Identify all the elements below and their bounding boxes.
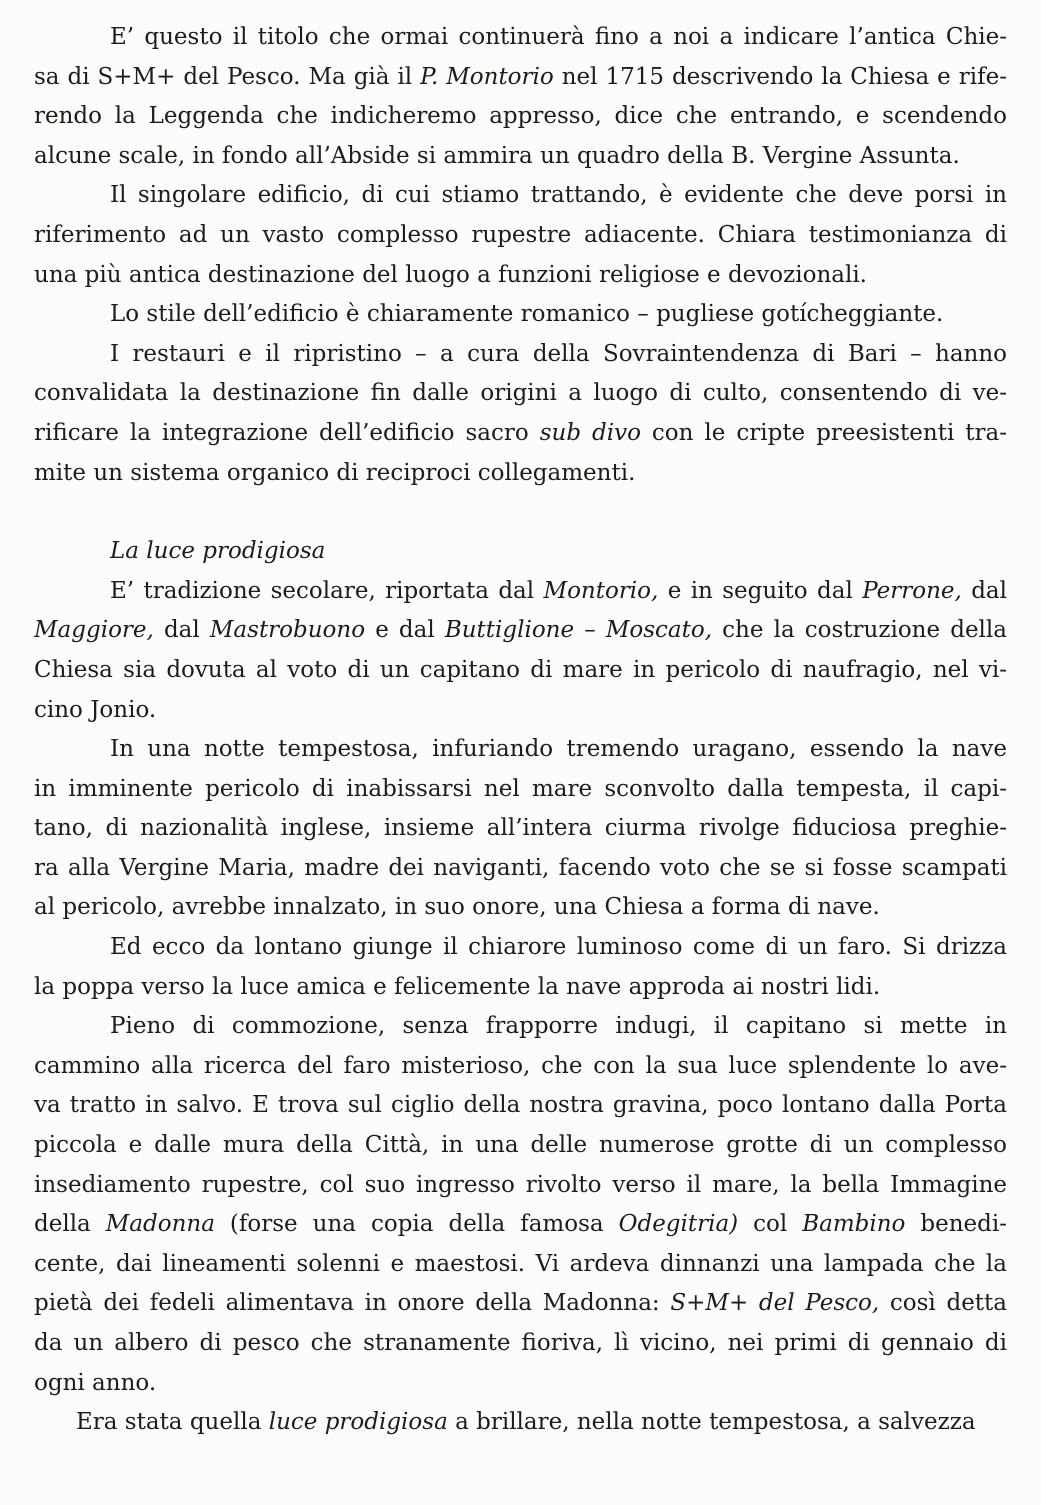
text-span: tano, di nazionalità inglese, insieme all’intera ciurma rivolge fiduciosa preghie- xyxy=(34,815,1007,842)
text-span: convalidata la destinazione fin dalle origini a luogo di culto, consentendo di ve- xyxy=(34,380,1007,407)
italic-span: Mastrobuono xyxy=(209,617,366,644)
text-span: Lo stile dell’edificio è chiaramente romanico – pugliese gotícheggiante. xyxy=(110,301,944,328)
text-span: e in seguito dal xyxy=(658,577,863,604)
italic-span: Bambino xyxy=(802,1211,906,1238)
text-span: e dal xyxy=(365,617,445,644)
text-span: benedi- xyxy=(905,1211,1007,1238)
text-span: rificare la integrazione dell’edificio sacro xyxy=(34,419,540,446)
text-line xyxy=(34,651,1007,691)
text-span: Pieno di commozione, senza frapporre indugi, il capitano si mette in xyxy=(110,1013,1007,1040)
text-line xyxy=(34,1403,1007,1443)
text-line xyxy=(34,1126,1007,1166)
text-line xyxy=(34,691,1007,731)
text-line xyxy=(34,1245,1007,1285)
text-span: sa di S+M+ del Pesco. Ma già il xyxy=(34,63,421,90)
text-span: da un albero di pesco che stranamente fioriva, lì vicino, nei primi di gennaio di xyxy=(34,1330,1007,1356)
text-span: Il singolare edificio, di cui stiamo trattando, è evidente che deve porsi in xyxy=(110,182,1007,209)
text-line xyxy=(34,572,1007,612)
text-line xyxy=(34,1007,1007,1047)
text-span: a brillare, nella notte tempestosa, a salvezza xyxy=(447,1409,976,1436)
text-span: cino Jonio. xyxy=(34,696,157,723)
text-span: con le cripte preesistenti tra- xyxy=(640,419,1007,446)
text-line xyxy=(34,256,1007,296)
text-span: col xyxy=(738,1211,803,1238)
italic-span: Montorio, xyxy=(543,577,659,604)
text-line xyxy=(34,928,1007,968)
text-span: insediamento rupestre, col suo ingresso rivolto verso il mare, la bella Immagine xyxy=(34,1171,1007,1198)
text-span: piccola e dalle mura della Città, in una delle numerose grotte di un complesso xyxy=(34,1132,1007,1159)
italic-span: Odegitria) xyxy=(618,1211,739,1238)
text-line xyxy=(34,611,1007,651)
text-span: mite un sistema organico di reciproci collegamenti. xyxy=(34,459,636,486)
text-line xyxy=(34,454,1007,494)
text-span: così detta xyxy=(879,1290,1007,1317)
text-line xyxy=(34,374,1007,414)
text-span: che la costruzione della xyxy=(712,617,1007,644)
text-span: (forse una copia della famosa xyxy=(214,1211,619,1238)
text-span: In una notte tempestosa, infuriando tremendo uragano, essendo la nave xyxy=(110,736,1007,763)
text-line xyxy=(34,1324,1007,1364)
italic-span: Perrone, xyxy=(862,577,962,604)
italic-span: sub divo xyxy=(539,419,641,446)
italic-span: Buttiglione – Moscato, xyxy=(444,617,713,644)
text-span: alcune scale, in fondo all’Abside si ammira un quadro della B. Vergine Assunta. xyxy=(34,142,960,169)
text-line xyxy=(34,58,1007,98)
italic-span: luce prodigiosa xyxy=(268,1409,448,1436)
text-span: dal xyxy=(153,617,210,644)
text-span: al pericolo, avrebbe innalzato, in suo onore, una Chiesa a forma di nave. xyxy=(34,894,880,921)
text-span: ra alla Vergine Maria, madre dei naviganti, facendo voto che se si fosse scampati xyxy=(34,854,1007,881)
text-line xyxy=(34,335,1007,375)
text-span: cammino alla ricerca del faro misterioso, che con la sua luce splendente lo ave- xyxy=(34,1052,1007,1079)
text-span: ogni anno. xyxy=(34,1369,157,1396)
text-span: una più antica destinazione del luogo a funzioni religiose e devozionali. xyxy=(34,261,867,288)
text-line xyxy=(34,1205,1007,1245)
text-span: nel 1715 descrivendo la Chiesa e rife- xyxy=(553,63,1007,90)
text-span: riferimento ad un vasto complesso rupestre adiacente. Chiara testimonianza di xyxy=(34,221,1007,248)
text-span: dal xyxy=(961,577,1007,604)
italic-span: S+M+ del Pesco, xyxy=(670,1290,880,1317)
text-span: E’ tradizione secolare, riportata dal xyxy=(110,577,544,604)
text-line xyxy=(34,1284,1007,1324)
paragraphs-top xyxy=(34,18,1007,493)
italic-span: Madonna xyxy=(105,1211,215,1238)
text-line xyxy=(34,770,1007,810)
text-line xyxy=(34,888,1007,928)
text-span: I restauri e il ripristino – a cura della Sovraintendenza di Bari – hanno xyxy=(110,340,1007,367)
text-line xyxy=(34,176,1007,216)
text-line xyxy=(34,18,1007,58)
text-line xyxy=(34,1086,1007,1126)
text-line xyxy=(34,809,1007,849)
text-span: in imminente pericolo di inabissarsi nel mare sconvolto dalla tempesta, il capi- xyxy=(34,775,1007,802)
text-line xyxy=(34,295,1007,335)
text-span: va tratto in salvo. E trova sul ciglio della nostra gravina, poco lontano dalla Porta xyxy=(34,1092,1007,1119)
text-span: E’ questo il titolo che ormai continuerà fino a noi a indicare l’antica Chie- xyxy=(110,24,1007,50)
italic-span: Maggiore, xyxy=(34,617,154,644)
text-line xyxy=(34,849,1007,889)
text-line xyxy=(34,216,1007,256)
paragraphs-bottom xyxy=(34,572,1007,1443)
text-line xyxy=(34,730,1007,770)
text-span: Era stata quella xyxy=(76,1409,269,1436)
text-line xyxy=(34,97,1007,137)
text-span: rendo la Leggenda che indicheremo appresso, dice che entrando, e scendendo xyxy=(34,103,1007,130)
italic-span: P. Montorio xyxy=(420,63,554,90)
text-span: Chiesa sia dovuta al voto di un capitano di mare in pericolo di naufragio, nel vi- xyxy=(34,656,1007,683)
text-span: cente, dai lineamenti solenni e maestosi. Vi ardeva dinnanzi una lampada che la xyxy=(34,1250,1007,1277)
text-line xyxy=(34,968,1007,1008)
text-line xyxy=(34,137,1007,177)
text-line xyxy=(34,1364,1007,1404)
text-span: Ed ecco da lontano giunge il chiarore luminoso come di un faro. Si drizza xyxy=(110,934,1007,961)
section-gap xyxy=(34,493,1007,532)
text-line xyxy=(34,414,1007,454)
text-span: della xyxy=(34,1211,106,1238)
text-span: la poppa verso la luce amica e felicemente la nave approda ai nostri lidi. xyxy=(34,973,881,1000)
text-span: pietà dei fedeli alimentava in onore della Madonna: xyxy=(34,1290,671,1317)
section-heading: La luce prodigiosa xyxy=(110,538,326,565)
text-line xyxy=(34,1047,1007,1087)
text-line xyxy=(34,1166,1007,1206)
